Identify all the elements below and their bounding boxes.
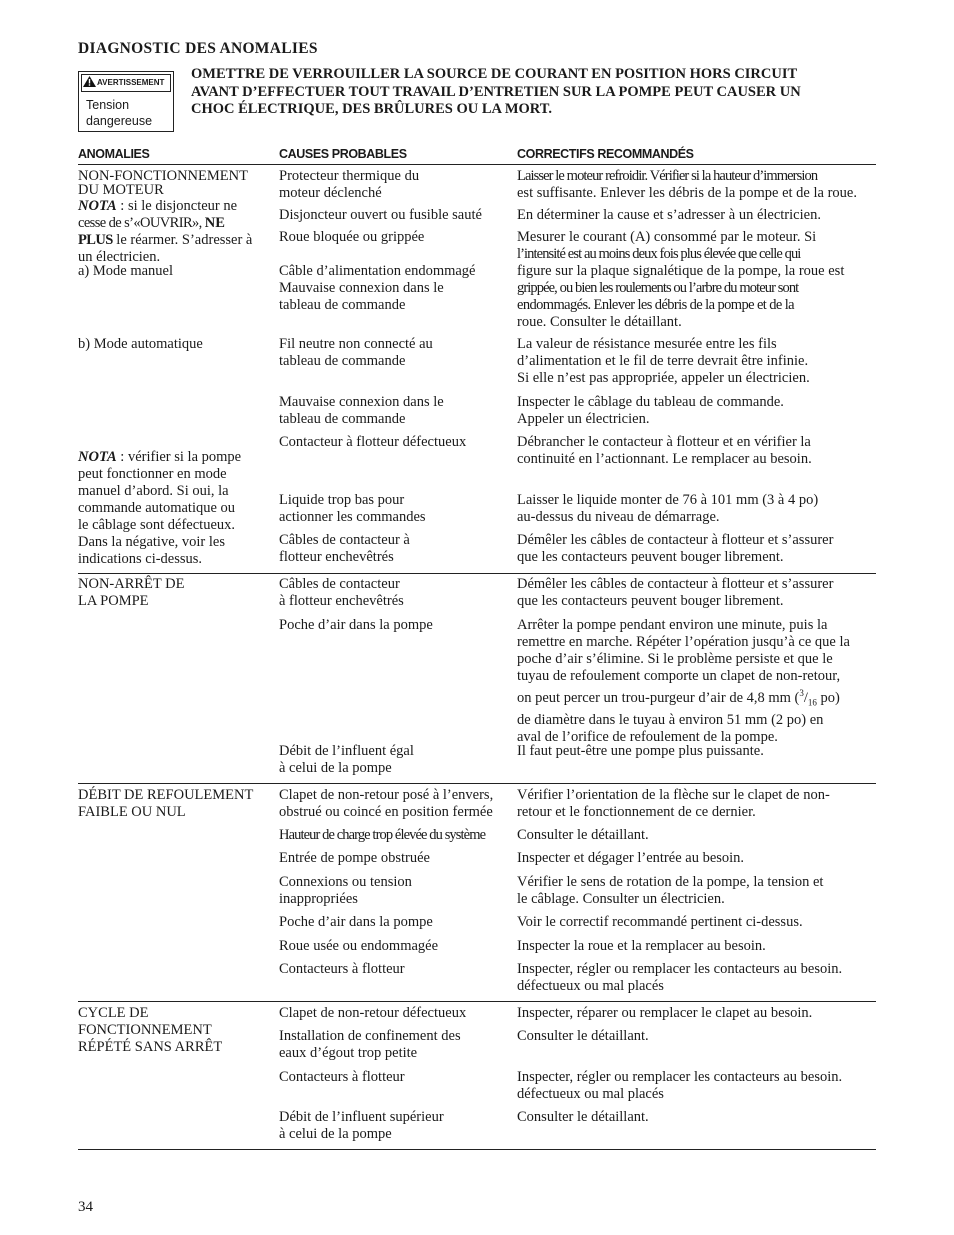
- fix-cell: Il faut peut-être une pompe plus puissante.: [517, 743, 764, 759]
- warning-triangle-icon: [83, 76, 96, 87]
- cause-cell: Débit de l’influent supérieur à celui de la pompe: [279, 1109, 444, 1142]
- fix-cell: Débrancher le contacteur à flotteur et en vérifier la continuité en l’actionnant. Le remplacer au besoin.: [517, 434, 812, 467]
- cause-cell: Câbles de contacteur à flotteur enchevêtrés: [279, 532, 410, 565]
- fix-cell: Inspecter, régler ou remplacer les contacteurs au besoin. défectueux ou mal placés: [517, 1069, 843, 1102]
- fix-cell: En déterminer la cause et s’adresser à un électricien.: [517, 207, 821, 223]
- cause-cell: Hauteur de charge trop élevée du système: [279, 827, 486, 843]
- anomaly-title: CYCLE DE FONCTIONNEMENT RÉPÉTÉ SANS ARRÊT: [78, 1005, 223, 1055]
- cause-cell: Poche d’air dans la pompe: [279, 617, 433, 633]
- cause-cell: Disjoncteur ouvert ou fusible sauté: [279, 207, 482, 223]
- warning-message: OMETTRE DE VERROUILLER LA SOURCE DE COURANT EN POSITION HORS CIRCUIT AVANT D’EFFECTUER TOUT TRAVAIL D’ENTRETIEN SUR LA POMPE PEUT CAUSER UN CHOC ÉLECTRIQUE, DES BRÛLURES OU LA MORT.: [191, 66, 801, 117]
- cause-cell: Entrée de pompe obstruée: [279, 850, 430, 866]
- cause-cell: Protecteur thermique du moteur déclenché: [279, 168, 420, 201]
- row-divider: [78, 573, 876, 574]
- fix-cell: Arrêter la pompe pendant environ une minute, puis la remettre en marche. Répéter l’opération jusqu’à ce que la poche d’air s’élimine. Si le problème persiste et que le tuyau de refoulement comporte un clapet de non-retour, on peut percer un trou-purgeur d’air de 4,8 mm ($^3/_{16}$ po) de diamètre dans le tuyau à environ 51 mm (2 po) en aval de l’orifice de refoulement de la pompe.: [517, 617, 850, 745]
- row-divider: [78, 783, 876, 784]
- fix-cell: Vérifier le sens de rotation de la pompe, la tension et le câblage. Consulter un électricien.: [517, 874, 824, 907]
- fix-cell: Inspecter et dégager l’entrée au besoin.: [517, 850, 745, 866]
- cause-cell: Poche d’air dans la pompe: [279, 914, 433, 930]
- mode-manuel: a) Mode manuel: [78, 263, 174, 279]
- fix-cell: Consulter le détaillant.: [517, 1109, 649, 1125]
- page-number: 34: [78, 1199, 93, 1215]
- fix-cell: Inspecter, régler ou remplacer les contacteurs au besoin. défectueux ou mal placés: [517, 961, 843, 994]
- anomaly-title: NON-FONCTIONNEMENT DU MOTEUR: [78, 168, 248, 198]
- fix-cell: Démêler les câbles de contacteur à flotteur et s’assurer que les contacteurs peuvent bouger librement.: [517, 532, 834, 565]
- anomaly-title: NON-ARRÊT DE LA POMPE: [78, 576, 185, 609]
- cause-cell: Débit de l’influent égal à celui de la pompe: [279, 743, 414, 776]
- cause-cell: Contacteurs à flotteur: [279, 961, 405, 977]
- warning-label-box: [78, 71, 174, 132]
- header-anomalies: ANOMALIES: [78, 147, 150, 161]
- fix-cell: Démêler les câbles de contacteur à flotteur et s’assurer que les contacteurs peuvent bouger librement.: [517, 576, 834, 609]
- fix-cell: La valeur de résistance mesurée entre les fils d’alimentation et le fil de terre devrait être infinie. Si elle n’est pas appropriée, appeler un électricien.: [517, 336, 810, 386]
- fix-cell: Consulter le détaillant.: [517, 1028, 649, 1044]
- cause-cell: Roue bloquée ou grippée: [279, 229, 425, 245]
- cause-cell: Câble d’alimentation endommagé Mauvaise connexion dans le tableau de commande: [279, 263, 476, 313]
- fix-cell: Laisser le liquide monter de 76 à 101 mm (3 à 4 po) au-dessus du niveau de démarrage.: [517, 492, 819, 525]
- mode-automatique: b) Mode automatique: [78, 336, 203, 352]
- fix-cell: Inspecter, réparer ou remplacer le clapet au besoin.: [517, 1005, 813, 1021]
- header-divider: [78, 164, 876, 165]
- warning-tag: [81, 74, 171, 92]
- fix-cell: Voir le correctif recommandé pertinent ci-dessus.: [517, 914, 803, 930]
- cause-cell: Connexions ou tension inappropriées: [279, 874, 412, 907]
- section-title: DIAGNOSTIC DES ANOMALIES: [78, 40, 318, 57]
- table-bottom-divider: [78, 1149, 876, 1150]
- cause-cell: Contacteurs à flotteur: [279, 1069, 405, 1085]
- cause-cell: Clapet de non-retour défectueux: [279, 1005, 467, 1021]
- cause-cell: Câbles de contacteur à flotteur enchevêtrés: [279, 576, 404, 609]
- fix-cell: Inspecter le câblage du tableau de commande. Appeler un électricien.: [517, 394, 784, 427]
- cause-cell: Installation de confinement des eaux d’égout trop petite: [279, 1028, 461, 1061]
- warning-label-text: Tension dangereuse: [86, 98, 153, 128]
- header-causes: CAUSES PROBABLES: [279, 147, 407, 161]
- nota-mode: NOTA : vérifier si la pompe peut fonctionner en mode manuel d’abord. Si oui, la commande automatique ou le câblage sont défectueux. Dans la négative, voir les indications ci-dessus.: [78, 449, 242, 567]
- fix-cell: Vérifier l’orientation de la flèche sur le clapet de non- retour et le fonctionnement de ce dernier.: [517, 787, 830, 820]
- anomaly-title: DÉBIT DE REFOULEMENT FAIBLE OU NUL: [78, 787, 254, 820]
- warning-tag-text: AVERTISSEMENT: [97, 78, 165, 87]
- header-correctifs: CORRECTIFS RECOMMANDÉS: [517, 147, 694, 161]
- cause-cell: Mauvaise connexion dans le tableau de commande: [279, 394, 444, 427]
- cause-cell: Contacteur à flotteur défectueux: [279, 434, 467, 450]
- cause-cell: Clapet de non-retour posé à l’envers, obstrué ou coincé en position fermée: [279, 787, 494, 820]
- cause-cell: Liquide trop bas pour actionner les commandes: [279, 492, 426, 525]
- nota-disjoncteur: NOTA : si le disjoncteur ne cesse de s’«OUVRIR», NE PLUS le réarmer. S’adresser à un électricien.: [78, 198, 253, 265]
- fix-cell: Consulter le détaillant.: [517, 827, 649, 843]
- fix-cell: Mesurer le courant (A) consommé par le moteur. Si l’intensité est au moins deux fois plus élevée que celle qui figure sur la plaque signalétique de la pompe, la roue est grippée, ou bien les roulements ou l’arbre du moteur sont endommagés. Enlever les débris de la pompe et de la roue. Consulter le détaillant.: [517, 229, 845, 330]
- fix-cell: Laisser le moteur refroidir. Vérifier si la hauteur d’immersion est suffisante. Enlever les débris de la pompe et de la roue.: [517, 168, 857, 201]
- row-divider: [78, 1001, 876, 1002]
- cause-cell: Roue usée ou endommagée: [279, 938, 439, 954]
- cause-cell: Fil neutre non connecté au tableau de commande: [279, 336, 433, 369]
- fix-cell: Inspecter la roue et la remplacer au besoin.: [517, 938, 766, 954]
